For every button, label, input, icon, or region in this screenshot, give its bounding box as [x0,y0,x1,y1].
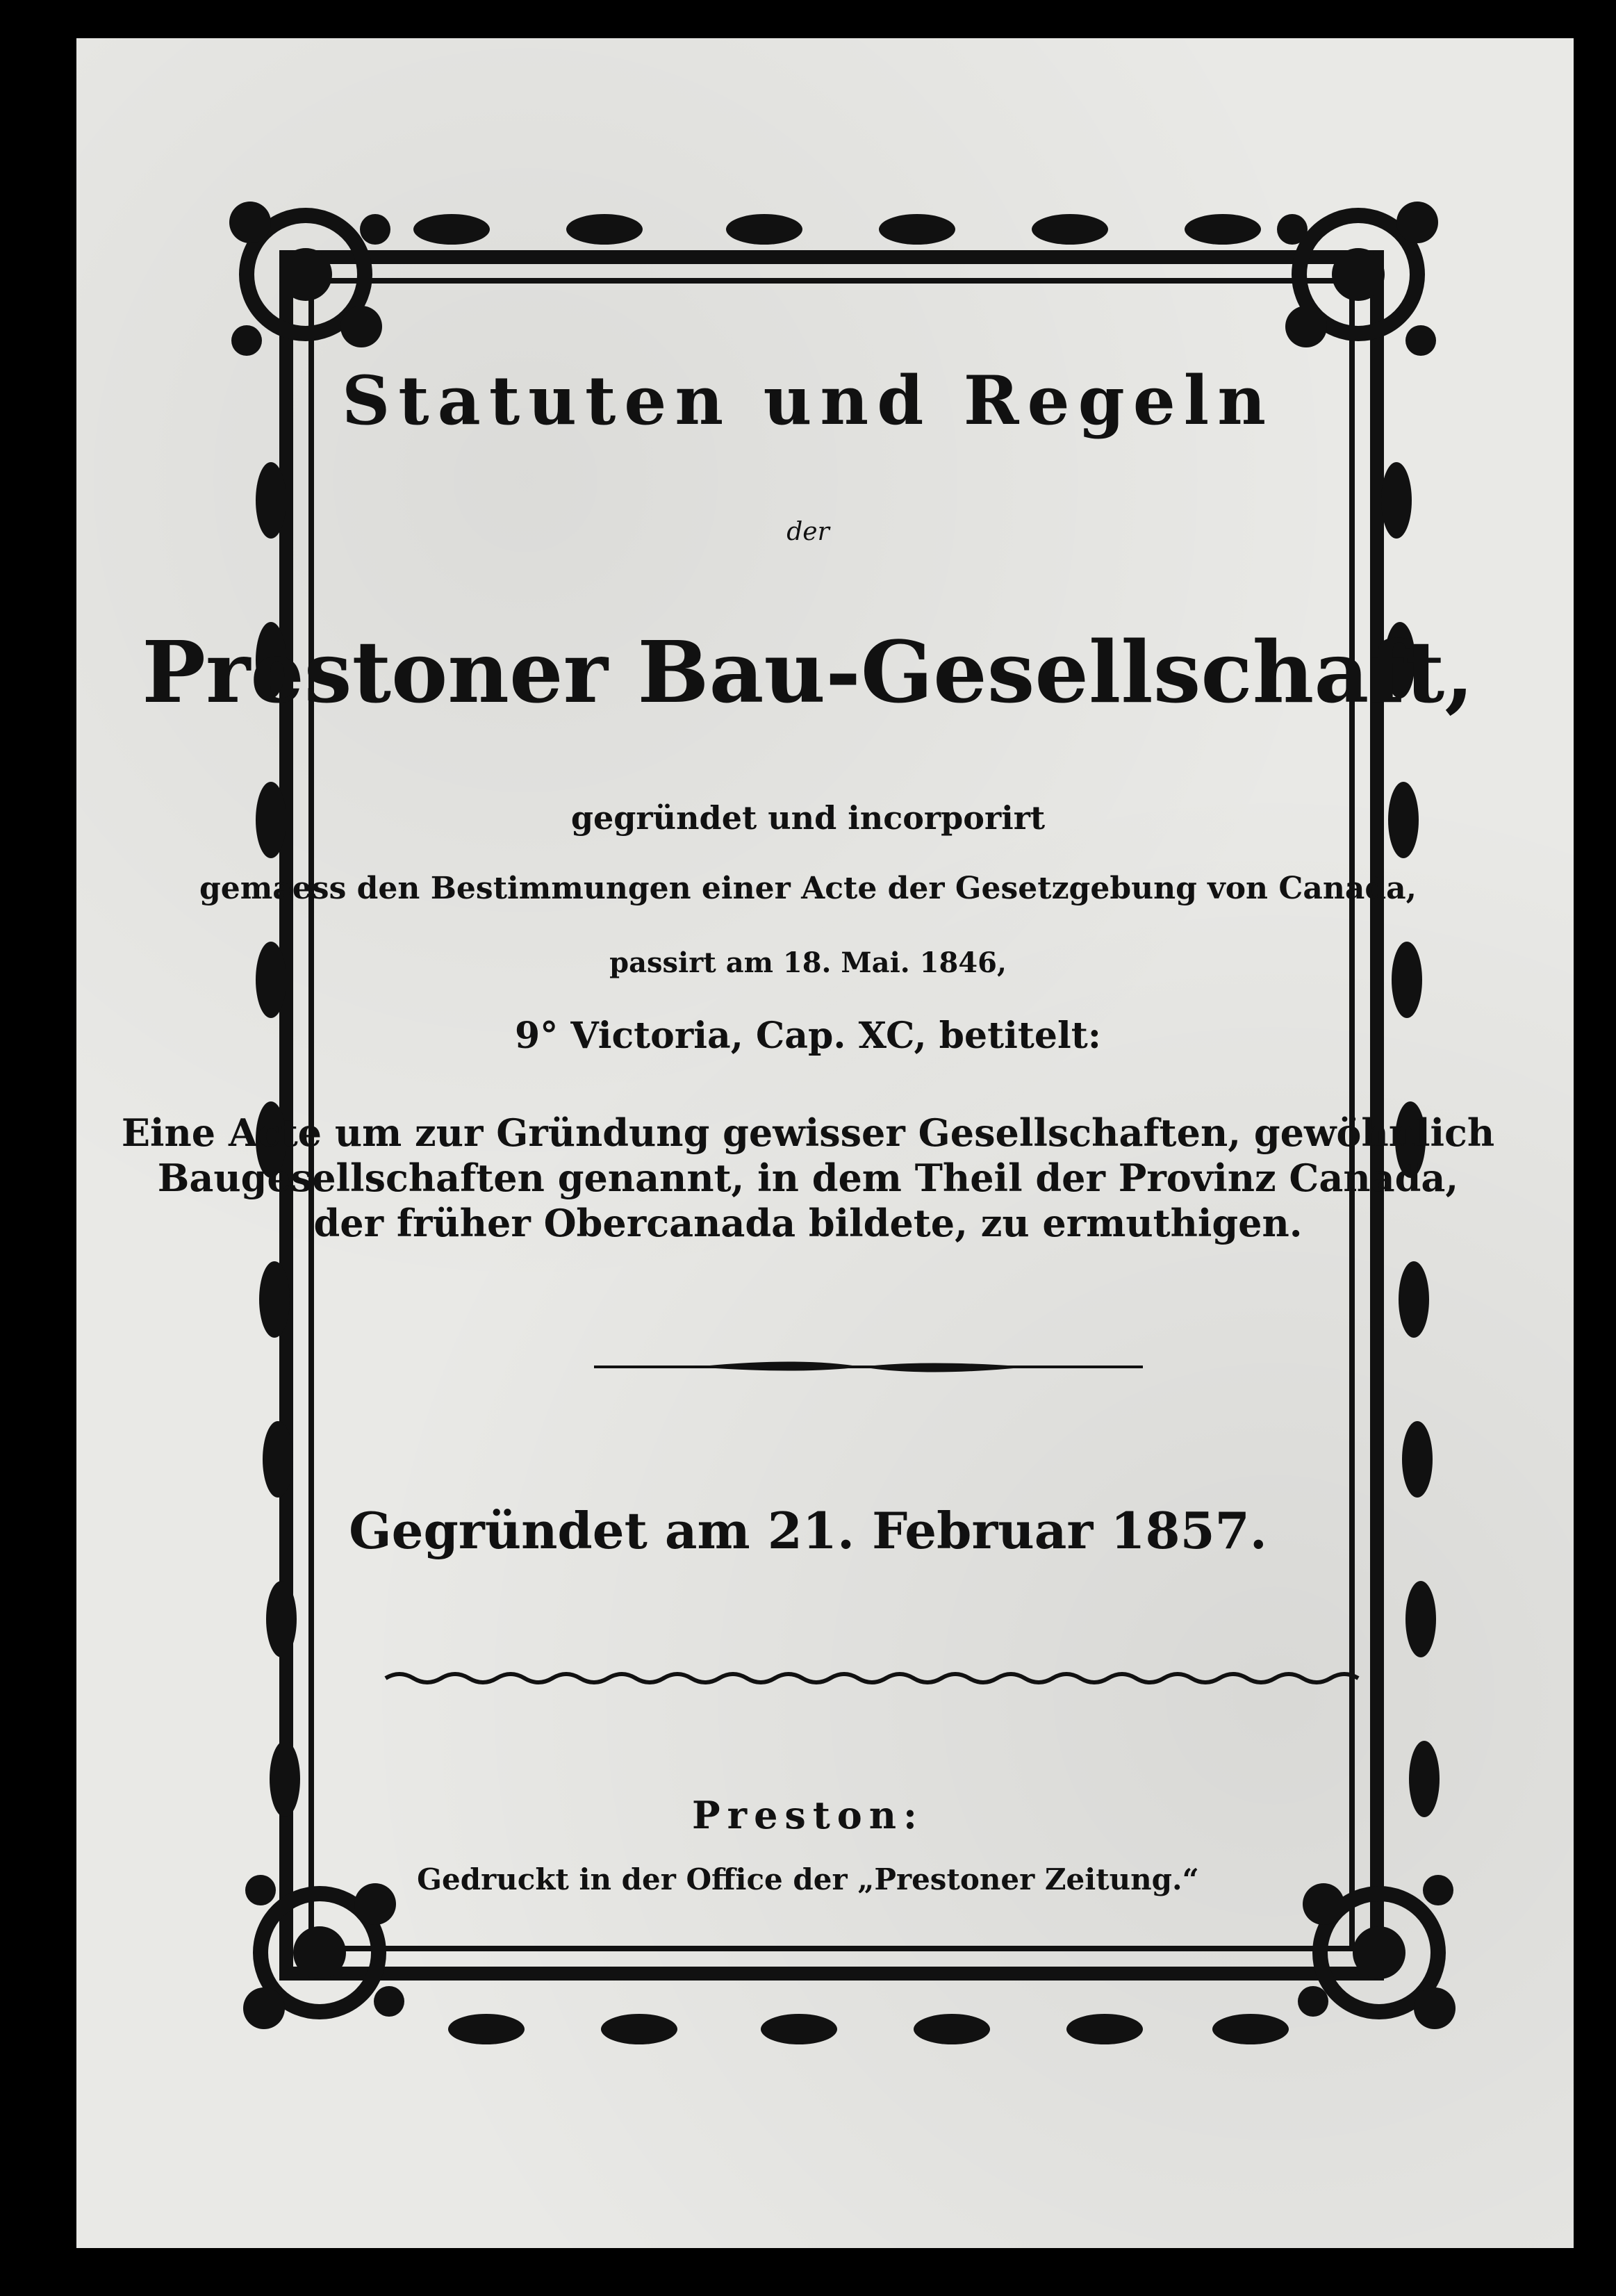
top-edge-scrolls [413,214,1261,245]
society-name: Prestoner Bau-Gesellschaft, [142,622,1474,722]
document-title: Statuten und Regeln [341,361,1275,440]
founded-incorporated-line: gegründet und incorporirt [570,799,1046,837]
statute-citation: 9° Victoria, Cap. XC, betitelt: [515,1015,1101,1057]
corner-ornament-top-right [1277,202,1438,356]
corner-ornament-bottom-right [1298,1875,1456,2029]
act-title-line: Baugesellschaften genannt, in dem Theil der Provinz Canada, [157,1156,1459,1200]
act-title-line: der früher Obercanada bildete, zu ermuthigen. [313,1201,1303,1245]
founded-date: Gegründet am 21. Februar 1857. [349,1501,1267,1560]
bottom-edge-scrolls [448,2014,1289,2044]
corner-ornament-top-left [229,202,390,356]
pursuant-line: gemaess den Bestimmungen einer Acte der Gesetzgebung von Canada, [199,871,1417,906]
wavy-rule [386,1674,1358,1682]
passed-date-line: passirt am 18. Mai. 1846, [609,946,1007,979]
printer-imprint: Gedruckt in der Office der „Prestoner Zeitung.“ [417,1862,1199,1896]
corner-ornament-bottom-left [243,1875,404,2029]
place-of-printing: Preston: [692,1793,924,1837]
connector-word: der [786,518,830,546]
act-title-line: Eine Acte um zur Gründung gewisser Gesellschaften, gewöhnlich [121,1110,1495,1155]
separator-rule [594,1362,1143,1372]
